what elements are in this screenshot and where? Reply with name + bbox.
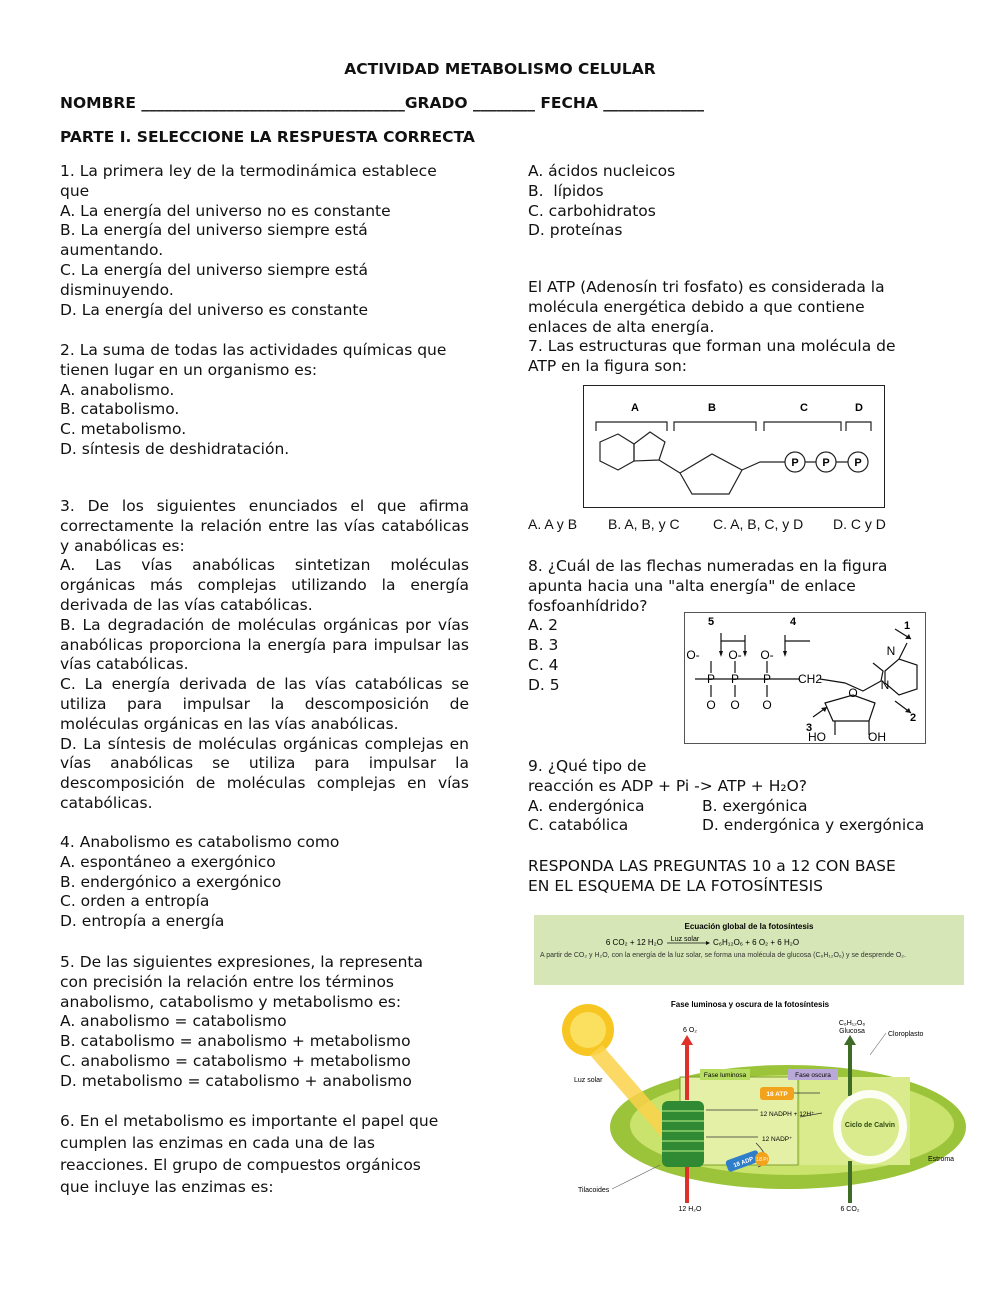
chloroplast-pointer xyxy=(870,1033,886,1055)
oxygen-label: O xyxy=(762,698,772,712)
q5-option[interactable]: A. anabolismo = catabolismo xyxy=(60,1012,287,1031)
q5-stem: 5. De las siguientes expresiones, la representa xyxy=(60,953,423,971)
co2-arrow xyxy=(848,1161,852,1203)
q3-option-c[interactable]: C. La energía derivada de las vías catabólicas se utiliza para impulsar la descomposición de moléculas orgánicas en las vías anabólicas. xyxy=(60,675,469,733)
questions-10-12-intro xyxy=(528,857,968,897)
question-6 xyxy=(60,1110,480,1198)
phosphorus-label: P xyxy=(730,672,740,686)
arrow-head xyxy=(743,651,747,657)
bracket-b xyxy=(674,422,756,431)
thylakoid-stack xyxy=(662,1101,704,1167)
water-arrow xyxy=(685,1167,689,1203)
question-3 xyxy=(60,497,469,814)
question-1 xyxy=(60,162,480,320)
q6-option[interactable]: C. carbohidratos xyxy=(528,201,656,220)
q5-option[interactable]: D. metabolismo = catabolismo + anabolismo xyxy=(60,1071,412,1090)
co2-input-label: 6 CO₂ xyxy=(840,1206,860,1213)
q5-option[interactable]: C. anabolismo = catabolismo + metabolismo xyxy=(60,1051,411,1070)
q8-option[interactable]: A. 2 xyxy=(528,616,559,635)
question-5 xyxy=(60,953,480,1092)
bracket-c xyxy=(764,422,841,431)
o2-arrow xyxy=(685,1040,689,1100)
equation-arrow-label: Luz solar xyxy=(670,936,700,943)
equation-reactants: 6 CO₂ + 12 H₂O xyxy=(605,938,663,947)
photosynthesis-svg xyxy=(530,905,970,1215)
glucose-formula-label: C₆H₁₂O₆ xyxy=(838,1020,866,1027)
q8-stem: apunta hacia una "alta energía" de enlace xyxy=(528,576,856,595)
q6-stem: cumplen las enzimas en cada una de las xyxy=(60,1134,375,1152)
photosynthesis-figure xyxy=(530,905,970,1215)
q5-option[interactable]: B. catabolismo = anabolismo + metabolismo xyxy=(60,1032,411,1051)
q8-stem: fosfoanhídrido? xyxy=(528,596,648,615)
atp-chemical-figure xyxy=(684,612,926,744)
q4-option[interactable]: A. espontáneo a exergónico xyxy=(60,852,276,871)
q8-option[interactable]: C. 4 xyxy=(528,655,559,674)
q3-stem: 3. De los siguientes enunciados el que afirma correctamente la relación entre las vías catabólicas y anabólicas es: xyxy=(60,497,469,555)
name-blank[interactable]: __________________________________ xyxy=(141,94,405,112)
part-1-title: PARTE I. SELECCIONE LA RESPUESTA CORRECTA xyxy=(60,128,475,146)
intro-line: RESPONDA LAS PREGUNTAS 10 a 12 CON BASE xyxy=(528,857,896,875)
q3-option-a[interactable]: A. Las vías anabólicas sintetizan moléculas orgánicas más complejas utilizando la energía derivada de las vías catabólicas. xyxy=(60,556,469,614)
q7-option[interactable]: A. A y B xyxy=(528,516,578,532)
worksheet-title: ACTIVIDAD METABOLISMO CELULAR xyxy=(344,60,656,78)
q4-option[interactable]: D. entropía a energía xyxy=(60,912,225,931)
light-phase-label: Fase luminosa xyxy=(703,1072,747,1079)
sunlight-label: Luz solar xyxy=(574,1077,603,1084)
glucose-label: Glucosa xyxy=(839,1028,865,1035)
q6-options xyxy=(528,162,948,241)
date-blank[interactable]: _____________ xyxy=(603,94,705,112)
hydroxyl-label: OH xyxy=(868,730,886,743)
ring-oxygen-label: O xyxy=(848,686,858,700)
q9-option-c[interactable]: C. catabólica xyxy=(528,816,629,835)
diagram-title: Fase luminosa y oscura de la fotosíntesis xyxy=(670,1000,830,1009)
arrow-number-4: 4 xyxy=(789,616,797,628)
dark-phase-label: Fase oscura xyxy=(795,1072,831,1079)
atp-intro-line: El ATP (Adenosín tri fosfato) es considerada la xyxy=(528,278,885,296)
arrow-number-3: 3 xyxy=(805,722,813,734)
atp-structure-figure xyxy=(583,385,885,508)
question-4 xyxy=(60,833,480,932)
equation-title: Ecuación global de la fotosíntesis xyxy=(684,922,814,931)
oxygen-label: O- xyxy=(686,648,700,662)
q2-option[interactable]: C. metabolismo. xyxy=(60,420,187,439)
q1-option[interactable]: A. La energía del universo no es constante xyxy=(60,201,391,220)
q1-option[interactable]: C. La energía del universo siempre está xyxy=(60,260,368,279)
glucose-arrow xyxy=(848,1040,852,1096)
o2-arrow-head xyxy=(681,1035,693,1045)
stroma-label: Estroma xyxy=(928,1156,955,1163)
q6-option[interactable]: B. lípidos xyxy=(528,181,604,200)
glucose-arrow-head xyxy=(844,1035,856,1045)
adp-label: 18 ADP xyxy=(732,1156,755,1170)
q2-option[interactable]: D. síntesis de deshidratación. xyxy=(60,439,290,458)
q1-stem: que xyxy=(60,181,90,200)
q7-stem: 7. Las estructuras que forman una molécula de xyxy=(528,337,896,356)
figure-label-c: C xyxy=(800,402,808,414)
equation-note-wrap xyxy=(540,951,960,981)
q8-stem: 8. ¿Cuál de las flechas numeradas en la figura xyxy=(528,557,888,575)
ribose-ring xyxy=(680,454,742,494)
nitrogen-label: N xyxy=(880,678,890,692)
arrow-number-2: 2 xyxy=(909,712,917,724)
question-9 xyxy=(528,757,968,836)
glycosidic-bond xyxy=(659,460,680,473)
atp-structure-svg xyxy=(584,386,884,507)
ribose-phosphate-bond xyxy=(742,462,785,470)
intro-line: EN EL ESQUEMA DE LA FOTOSÍNTESIS xyxy=(528,876,824,895)
arrow-number-5: 5 xyxy=(707,616,715,628)
q1-option[interactable]: aumentando. xyxy=(60,241,164,260)
q2-stem: tienen lugar en un organismo es: xyxy=(60,360,318,379)
q1-option[interactable]: disminuyendo. xyxy=(60,280,174,299)
arrow-shafts xyxy=(721,633,810,641)
chloroplast-label: Cloroplasto xyxy=(888,1031,924,1038)
thylakoid-pointer xyxy=(612,1165,660,1189)
equation-products: C₆H₁₂O₆ + 6 O₂ + 6 H₂O xyxy=(713,938,800,947)
atp-intro-line: molécula energética debido a que contiene xyxy=(528,297,865,316)
q3-option-d[interactable]: D. La síntesis de moléculas orgánicas complejas en vías anabólicas se utiliza para impulsar la descomposición de moléculas complejas en vías catabólicas. xyxy=(60,734,469,812)
q6-option[interactable]: A. ácidos nucleicos xyxy=(528,162,676,180)
q9-option-d[interactable]: D. endergónica y exergónica xyxy=(702,816,925,835)
q8-option[interactable]: D. 5 xyxy=(528,675,560,694)
sun-core xyxy=(570,1012,606,1048)
atp-intro-line: enlaces de alta energía. xyxy=(528,317,715,336)
phosphorus-label: P xyxy=(762,672,772,686)
nadph-label: 12 NADPH + 12H⁺ xyxy=(760,1111,815,1118)
water-input-label: 12 H₂O xyxy=(678,1206,702,1213)
oxygen-output-label: 6 O₂ xyxy=(683,1027,697,1034)
thylakoids-label: Tilacoides xyxy=(578,1187,610,1194)
q2-option[interactable]: B. catabolismo. xyxy=(60,400,180,419)
oxygen-label: O xyxy=(706,698,716,712)
q3-option-b[interactable]: B. La degradación de moléculas orgánicas por vías anabólicas proporciona la energía para impulsar las vías catabólicas. xyxy=(60,615,469,674)
q5-stem: con precisión la relación entre los términos xyxy=(60,972,394,991)
atp-chemical-svg xyxy=(685,613,925,743)
oxygen-label: O- xyxy=(728,648,742,662)
q7-option[interactable]: C. A, B, C, y D xyxy=(713,516,804,532)
q7-option[interactable]: B. A, B, y C xyxy=(608,516,680,532)
bracket-a xyxy=(596,422,667,431)
q7-stem: ATP en la figura son: xyxy=(528,357,687,376)
student-header xyxy=(60,94,704,114)
oxygen-label: O xyxy=(730,698,740,712)
q7-options xyxy=(528,515,968,535)
q9-option-b[interactable]: B. exergónica xyxy=(702,796,808,815)
pi-label: 18 Pi xyxy=(756,1157,768,1163)
hydroxyl-label: HO xyxy=(808,730,826,743)
q4-option[interactable]: B. endergónico a exergónico xyxy=(60,872,282,891)
date-label: FECHA xyxy=(540,94,598,112)
q7-option[interactable]: D. C y D xyxy=(833,516,886,532)
q4-stem: 4. Anabolismo es catabolismo como xyxy=(60,833,340,851)
oxygen-label: O- xyxy=(760,648,774,662)
nadp-label: 12 NADP⁺ xyxy=(762,1136,793,1143)
arrow-head xyxy=(719,651,723,657)
q6-stem: reacciones. El grupo de compuestos orgánicos xyxy=(60,1156,421,1174)
bracket-d xyxy=(846,422,871,431)
figure-label-a: A xyxy=(631,402,639,414)
q2-option[interactable]: A. anabolismo. xyxy=(60,380,175,399)
name-label: NOMBRE xyxy=(60,94,136,112)
adenine-pentagon xyxy=(634,432,665,461)
q9-stem: reacción es ADP + Pi -> ATP + H₂O? xyxy=(528,776,808,795)
atp-label: 18 ATP xyxy=(766,1091,788,1098)
phosphate-label: P xyxy=(822,457,830,469)
q1-stem: 1. La primera ley de la termodinámica establece xyxy=(60,162,437,180)
q4-option[interactable]: C. orden a entropía xyxy=(60,892,210,911)
q8-option[interactable]: B. 3 xyxy=(528,636,559,655)
calvin-cycle-label: Ciclo de Calvin xyxy=(844,1122,896,1129)
q6-stem: 6. En el metabolismo es importante el papel que xyxy=(60,1112,439,1130)
q6-stem: que incluye las enzimas es: xyxy=(60,1178,274,1196)
q1-option[interactable]: D. La energía del universo es constante xyxy=(60,300,369,319)
phosphorus-label: P xyxy=(706,672,716,686)
q2-stem: 2. La suma de todas las actividades químicas que xyxy=(60,341,447,359)
q6-option[interactable]: D. proteínas xyxy=(528,221,623,240)
figure-label-d: D xyxy=(855,402,863,414)
q9-stem: 9. ¿Qué tipo de xyxy=(528,757,647,775)
q9-option-a[interactable]: A. endergónica xyxy=(528,796,645,815)
grade-label: GRADO xyxy=(404,94,468,112)
nitrogen-label: N xyxy=(886,644,896,658)
arrow-number-1: 1 xyxy=(903,620,911,632)
q1-option[interactable]: B. La energía del universo siempre está xyxy=(60,221,368,240)
q5-stem: anabolismo, catabolismo y metabolismo es: xyxy=(60,992,402,1011)
equation-note: A partir de CO₂ y H₂O, con la energía de la luz solar, se forma una molécula de glucosa (C₆H₁₂O₆) y se desprende O₂. xyxy=(540,952,906,959)
phosphate-label: P xyxy=(791,457,799,469)
figure-label-b: B xyxy=(708,402,716,414)
atp-intro xyxy=(528,278,948,377)
adenine-hexagon xyxy=(600,434,634,470)
grade-blank[interactable]: ________ xyxy=(472,94,535,112)
ch2-label: CH2 xyxy=(797,672,823,686)
phosphate-label: P xyxy=(854,457,862,469)
question-2 xyxy=(60,341,480,460)
arrow-head xyxy=(783,651,787,657)
base-ring xyxy=(885,659,917,695)
